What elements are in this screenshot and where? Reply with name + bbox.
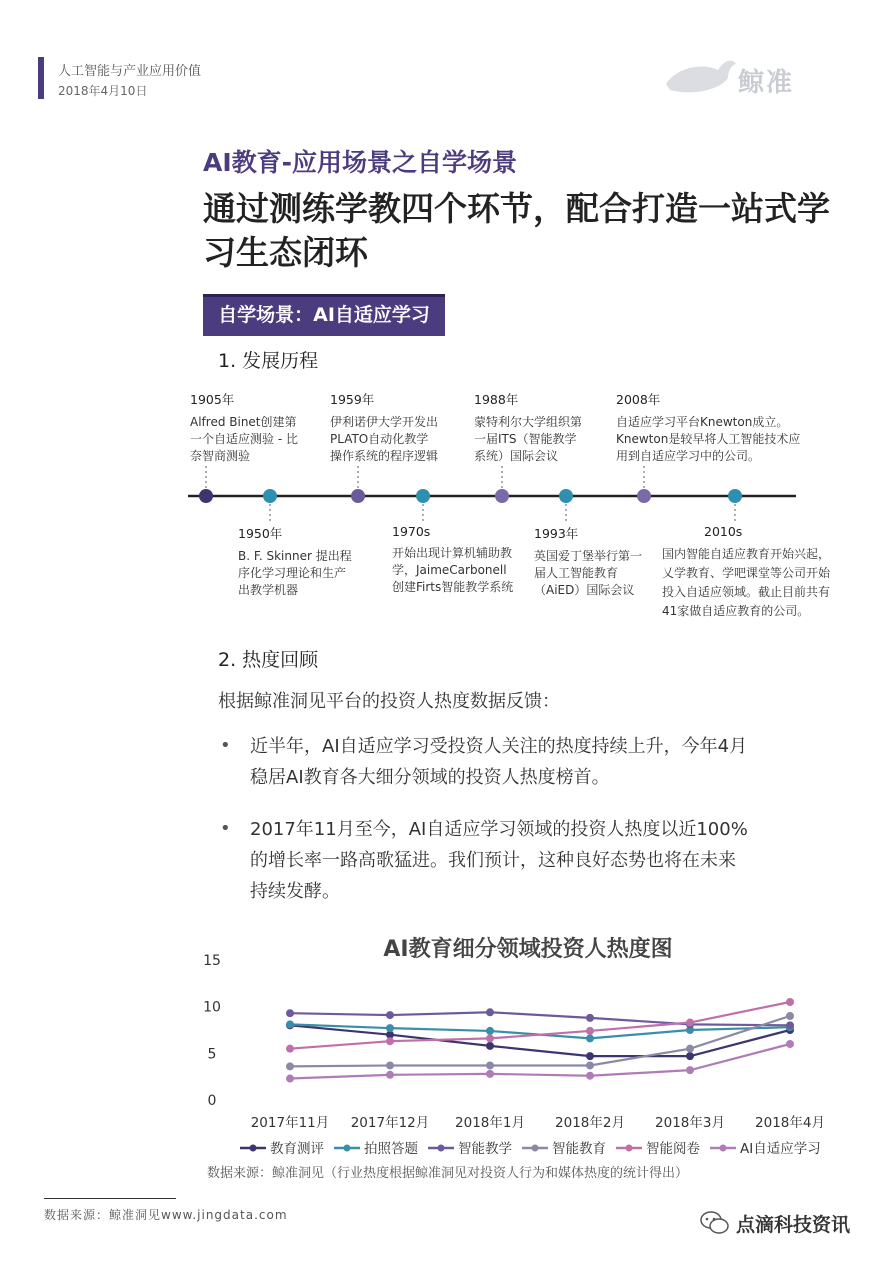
timeline-line: 41家做自适应教育的公司。 <box>662 604 810 618</box>
timeline-line: Alfred Binet创建第 <box>190 415 297 429</box>
timeline-line: 操作系统的程序逻辑 <box>330 449 439 463</box>
timeline-line: 投入自适应领域。截止目前共有 <box>662 585 831 599</box>
paragraph-line: 2017年11月至今，AI自适应学习领域的投资人热度以近100% <box>250 819 748 840</box>
timeline-line: PLATO自动化教学 <box>330 432 429 446</box>
timeline-year: 1988年 <box>474 392 519 407</box>
paragraph-line: 稳居AI教育各大细分领域的投资人热度榜首。 <box>250 767 610 788</box>
timeline-line: Knewton是较早将人工智能技术应 <box>616 432 801 446</box>
timeline-text <box>474 414 582 465</box>
timeline-line: 用到自适应学习中的公司。 <box>616 449 761 463</box>
series-point <box>486 1061 494 1069</box>
timeline-dot-1970s <box>416 489 430 503</box>
logo-text: 鲸准 <box>738 68 795 98</box>
series-point <box>586 1061 594 1069</box>
x-tick-label: 2018年3月 <box>655 1115 725 1131</box>
series-point <box>386 1061 394 1069</box>
timeline-line: 自适应学习平台Knewton成立。 <box>616 415 789 429</box>
bullet-marker: • <box>220 735 231 756</box>
series-point <box>586 1052 594 1060</box>
timeline-text <box>330 414 438 465</box>
legend-label: 智能教育 <box>552 1141 606 1157</box>
series-point <box>486 1042 494 1050</box>
timeline-line: 开始出现计算机辅助教 <box>392 546 513 560</box>
paragraph-line: 的增长率一路高歌猛进。我们预计，这种良好态势也将在未来 <box>250 850 736 871</box>
y-tick-label: 10 <box>203 999 221 1016</box>
timeline-event-2008 <box>616 390 800 465</box>
timeline-year: 2008年 <box>616 392 661 407</box>
timeline-dot-1993 <box>559 489 573 503</box>
legend-marker <box>626 1145 633 1152</box>
series-point <box>586 1072 594 1080</box>
legend-label: 教育测评 <box>270 1141 324 1157</box>
timeline-line: 国内智能自适应教育开始兴起， <box>662 547 831 561</box>
timeline-line: 系统）国际会议 <box>474 449 559 463</box>
series-point <box>486 1027 494 1035</box>
timeline-text <box>662 545 830 621</box>
timeline-line: B. F. Skinner 提出程 <box>238 549 352 563</box>
series-point <box>786 1012 794 1020</box>
series-point <box>286 1020 294 1028</box>
legend-marker <box>720 1145 727 1152</box>
series-point <box>686 1019 694 1027</box>
legend-marker <box>438 1145 445 1152</box>
timeline-line: 届人工智能教育 <box>534 566 619 580</box>
timeline-event-1905 <box>190 390 298 465</box>
chart-title: AI教育细分领域投资人热度图 <box>383 937 673 962</box>
y-tick-label: 5 <box>207 1046 217 1063</box>
wechat-icon <box>700 1210 730 1236</box>
legend-marker <box>532 1145 539 1152</box>
section-banner: 自学场景：AI自适应学习 <box>203 294 445 336</box>
timeline-event-2010s <box>662 524 830 621</box>
timeline-event-1970s <box>392 524 513 596</box>
timeline-line: 蒙特利尔大学组织第 <box>474 415 583 429</box>
timeline-line: 奈智商测验 <box>190 449 251 463</box>
x-tick-label: 2018年4月 <box>755 1115 825 1131</box>
series-point <box>786 1040 794 1048</box>
timeline-dot-2010s <box>728 489 742 503</box>
timeline-dot-1905 <box>199 489 213 503</box>
timeline-line: 学，JaimeCarbonell <box>392 563 507 577</box>
footer-divider <box>44 1198 176 1199</box>
chart-source: 数据来源：鲸准洞见（行业热度根据鲸准洞见对投资人行为和媒体热度的统计得出） <box>207 1166 689 1181</box>
legend-marker <box>250 1145 257 1152</box>
series-point <box>586 1027 594 1035</box>
series-point <box>686 1052 694 1060</box>
series-point <box>686 1045 694 1053</box>
series-point <box>386 1071 394 1079</box>
timeline-dot-1988 <box>495 489 509 503</box>
section1-heading: 1. 发展历程 <box>218 350 319 372</box>
y-tick-label: 0 <box>207 1093 217 1109</box>
series-point <box>386 1037 394 1045</box>
timeline-line: 序化学习理论和生产 <box>238 566 347 580</box>
series-point <box>286 1075 294 1083</box>
timeline-event-1993 <box>534 524 642 599</box>
series-point <box>786 998 794 1006</box>
timeline-line: 创建Firts智能教学系统 <box>392 580 514 594</box>
timeline-line: （AiED）国际会议 <box>534 583 635 597</box>
x-tick-label: 2017年12月 <box>350 1115 430 1131</box>
timeline-year: 2010s <box>704 524 743 539</box>
timeline-event-1959 <box>330 390 438 465</box>
series-point <box>786 1021 794 1029</box>
timeline-year: 1993年 <box>534 526 579 541</box>
timeline-line: 一个自适应测验 - 比 <box>190 432 298 446</box>
paragraph-line: 近半年，AI自适应学习受投资人关注的热度持续上升，今年4月 <box>250 736 748 757</box>
timeline-dot-2008 <box>637 489 651 503</box>
x-tick-label: 2018年1月 <box>455 1115 525 1131</box>
bullet-marker: • <box>220 818 231 839</box>
timeline-year: 1959年 <box>330 392 375 407</box>
header-date: 2018年4月10日 <box>58 84 148 98</box>
timeline-line: 乂学教育、学吧课堂等公司开始 <box>662 566 831 580</box>
series-point <box>286 1045 294 1053</box>
timeline-text <box>616 414 800 465</box>
legend-label: 智能教学 <box>458 1141 512 1157</box>
series-point <box>686 1066 694 1074</box>
timeline-dot-1950 <box>263 489 277 503</box>
timeline-line: 英国爱丁堡举行第一 <box>534 549 643 563</box>
timeline-text <box>190 414 298 465</box>
timeline-line: 伊利诺伊大学开发出 <box>330 415 439 429</box>
subtitle: AI教育-应用场景之自学场景 <box>203 148 518 177</box>
x-tick-label: 2017年11月 <box>250 1115 330 1131</box>
timeline-line: 出教学机器 <box>238 583 299 597</box>
wechat-account-name: 点滴科技资讯 <box>736 1214 851 1236</box>
timeline-dot-1959 <box>351 489 365 503</box>
intro-paragraph: 根据鲸准洞见平台的投资人热度数据反馈： <box>218 691 560 712</box>
series-point <box>286 1009 294 1017</box>
series-point <box>386 1011 394 1019</box>
series-point <box>486 1008 494 1016</box>
footer-source: 数据来源：鲸准洞见www.jingdata.com <box>44 1208 288 1222</box>
paragraph-line: 持续发酵。 <box>250 881 340 902</box>
bullet-paragraph-1 <box>250 731 860 793</box>
legend-label: 拍照答题 <box>364 1141 418 1157</box>
timeline-event-1988 <box>474 390 582 465</box>
series-point <box>486 1070 494 1078</box>
timeline-line: 一届ITS（智能教学 <box>474 432 577 446</box>
bullet-paragraph-2 <box>250 814 860 907</box>
timeline-text <box>238 548 352 599</box>
section2-heading: 2. 热度回顾 <box>218 649 319 671</box>
y-tick-label: 15 <box>203 953 221 969</box>
timeline-year: 1905年 <box>190 392 235 407</box>
x-tick-label: 2018年2月 <box>555 1115 625 1131</box>
heat-line-chart <box>0 920 893 1165</box>
series-point <box>286 1062 294 1070</box>
timeline-event-1950 <box>238 524 352 599</box>
timeline-text <box>392 545 513 596</box>
series-point <box>586 1014 594 1022</box>
series-point <box>486 1034 494 1042</box>
series-line-2 <box>290 1012 790 1025</box>
header-title: 人工智能与产业应用价值 <box>58 64 202 79</box>
legend-marker <box>344 1145 351 1152</box>
timeline-year: 1970s <box>392 524 431 539</box>
timeline-text <box>534 548 642 599</box>
series-point <box>386 1024 394 1032</box>
series-point <box>586 1034 594 1042</box>
legend-label: AI自适应学习 <box>740 1141 821 1157</box>
timeline-year: 1950年 <box>238 526 283 541</box>
legend-label: 智能阅卷 <box>646 1141 700 1157</box>
main-title: 通过测练学教四个环节，配合打造一站式学习生态闭环 <box>203 189 830 272</box>
